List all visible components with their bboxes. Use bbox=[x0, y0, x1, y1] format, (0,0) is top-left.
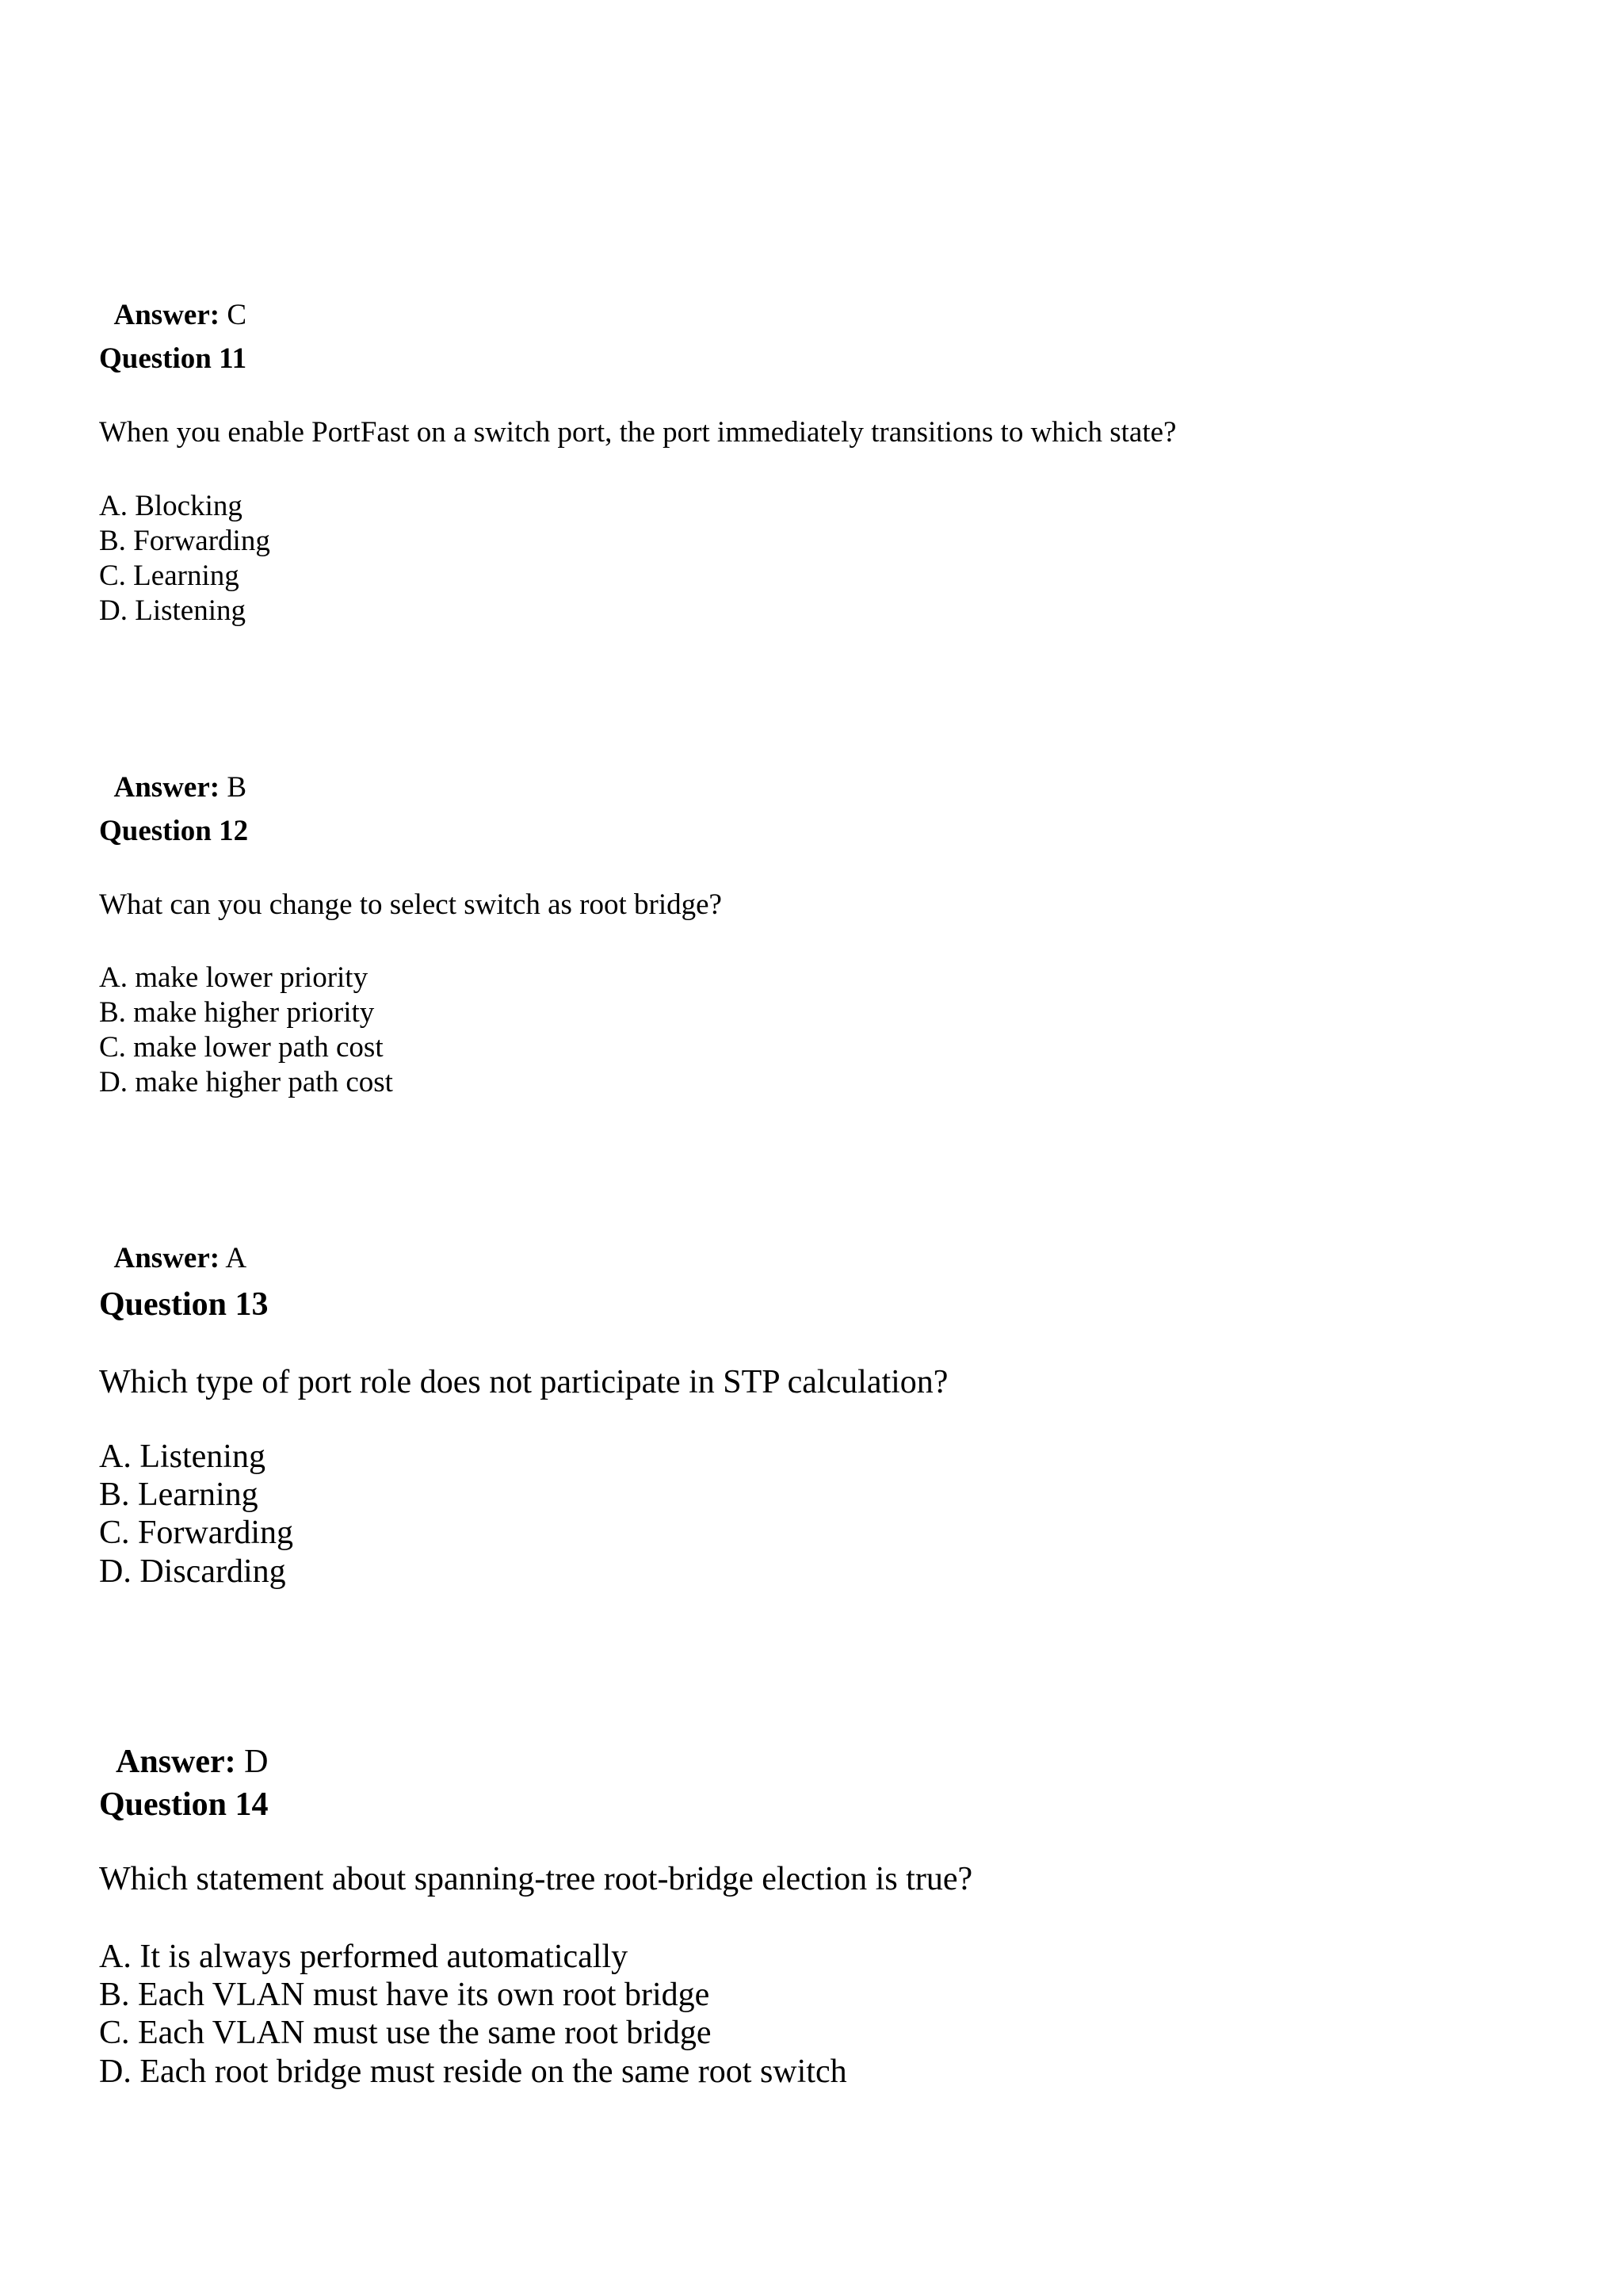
question-text: Which type of port role does not participate in STP calculation? bbox=[99, 1364, 949, 1400]
answer-value: B bbox=[227, 771, 247, 804]
option-b: B. make higher priority bbox=[99, 996, 375, 1029]
question-title: Question 13 bbox=[99, 1286, 269, 1323]
option-b: B. Learning bbox=[99, 1477, 258, 1513]
answer-line bbox=[99, 1712, 268, 1778]
answer-label: Answer: bbox=[116, 1744, 236, 1780]
option-a: A. It is always performed automatically bbox=[99, 1939, 628, 1975]
answer-line bbox=[99, 743, 246, 802]
option-a: A. Listening bbox=[99, 1438, 265, 1475]
question-text: What can you change to select switch as root bridge? bbox=[99, 888, 722, 921]
answer-label: Answer: bbox=[113, 1242, 220, 1274]
option-d: D. make higher path cost bbox=[99, 1066, 393, 1098]
option-c: C. make lower path cost bbox=[99, 1031, 384, 1064]
option-c: C. Each VLAN must use the same root bridge bbox=[99, 2015, 712, 2051]
option-d: D. Discarding bbox=[99, 1553, 286, 1590]
answer-value: C bbox=[227, 299, 247, 331]
option-c: C. Learning bbox=[99, 560, 239, 592]
answer-value: D bbox=[244, 1744, 269, 1780]
option-c: C. Forwarding bbox=[99, 1515, 293, 1551]
option-a: A. make lower priority bbox=[99, 961, 369, 994]
question-title: Question 11 bbox=[99, 342, 247, 375]
option-a: A. Blocking bbox=[99, 490, 242, 522]
question-text: Which statement about spanning-tree root-bridge election is true? bbox=[99, 1861, 973, 1897]
answer-line bbox=[99, 1214, 246, 1273]
answer-label: Answer: bbox=[113, 299, 220, 331]
question-text: When you enable PortFast on a switch port, the port immediately transitions to which state? bbox=[99, 416, 1177, 449]
option-b: B. Forwarding bbox=[99, 525, 270, 557]
option-d: D. Each root bridge must reside on the same root switch bbox=[99, 2053, 847, 2090]
option-d: D. Listening bbox=[99, 594, 246, 627]
answer-line bbox=[99, 271, 246, 330]
answer-value: A bbox=[225, 1242, 247, 1274]
answer-label: Answer: bbox=[113, 771, 220, 804]
option-b: B. Each VLAN must have its own root bridge bbox=[99, 1977, 710, 2013]
question-title: Question 14 bbox=[99, 1786, 269, 1823]
question-title: Question 12 bbox=[99, 815, 249, 847]
